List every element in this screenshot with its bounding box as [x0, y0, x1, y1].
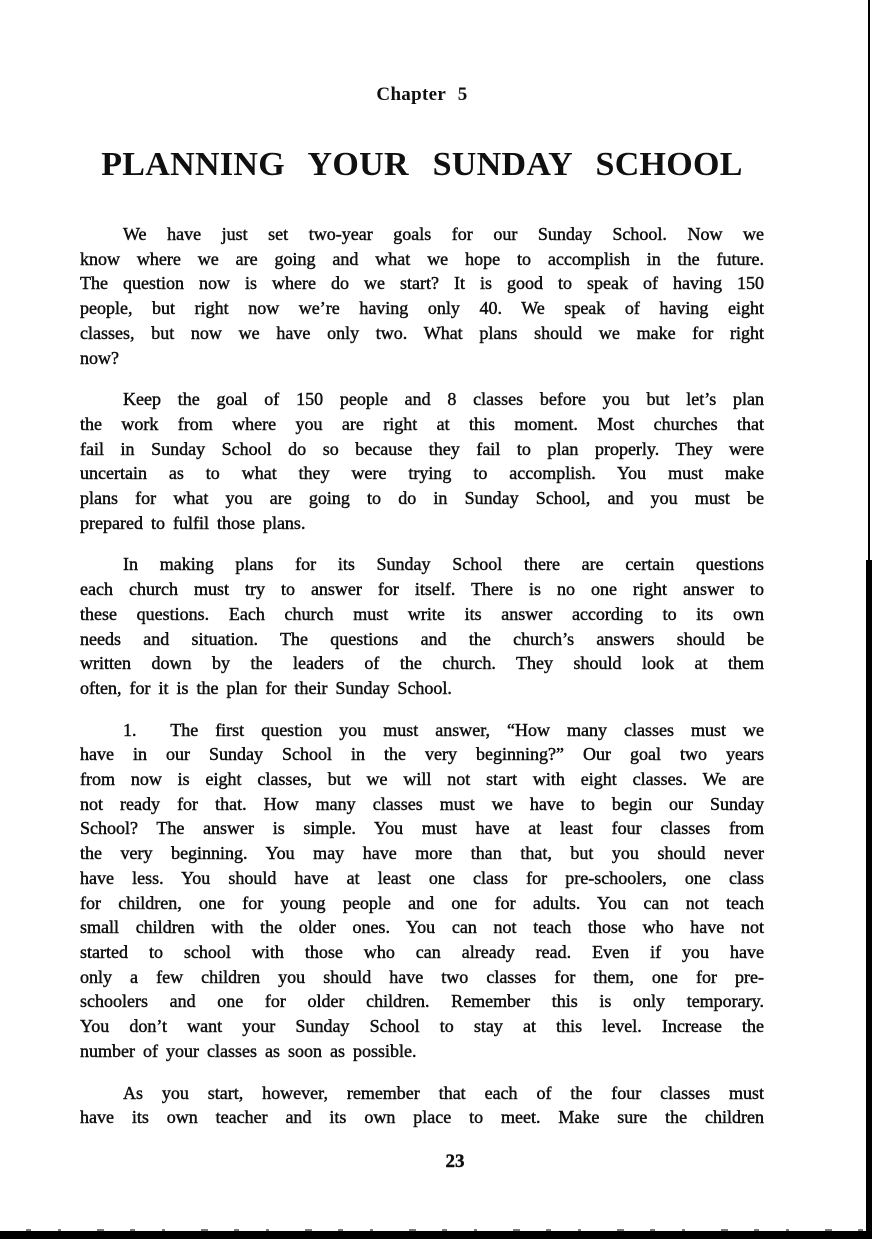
text-line: The question now is where do we start? It is good to speak of having 150 — [80, 273, 764, 294]
scan-edge-right-shadow — [866, 560, 872, 1239]
text-line: Keep the goal of 150 people and 8 classes before you but let’s plan — [123, 389, 764, 410]
text-line: have less. You should have at least one class for pre-schoolers, one class — [80, 867, 764, 888]
body-text — [80, 222, 764, 1130]
text-line: know where we are going and what we hope to accomplish in the future. — [80, 248, 764, 269]
text-line: only a few children you should have two classes for them, one for pre- — [80, 966, 764, 987]
page-content — [80, 0, 764, 1173]
text-line: fail in Sunday School do so because they fail to plan properly. They were — [80, 438, 764, 459]
text-line: for children, one for young people and one for adults. You can not teach — [80, 892, 764, 913]
text-line: each church must try to answer for itself. There is no one right answer to — [80, 579, 764, 600]
text-line: number of your classes as soon as possible. — [80, 1040, 417, 1061]
text-line: needs and situation. The questions and the church’s answers should be — [80, 628, 764, 649]
text-line: have in our Sunday School in the very beginning?” Our goal two years — [80, 744, 764, 765]
text-line: from now is eight classes, but we will not start with eight classes. We are — [80, 769, 764, 790]
text-line: schoolers and one for older children. Remember this is only temporary. — [80, 991, 764, 1012]
chapter-label: Chapter 5 — [376, 84, 468, 105]
text-line: You don’t want your Sunday School to stay at this level. Increase the — [80, 1016, 764, 1037]
paragraph — [80, 387, 764, 535]
paragraph — [80, 222, 764, 370]
text-line: School? The answer is simple. You must have at least four classes from — [80, 818, 764, 839]
text-line: started to school with those who can already read. Even if you have — [80, 941, 764, 962]
text-line: 1. The first question you must answer, “How many classes must we — [123, 719, 764, 740]
text-line: these questions. Each church must write its answer according to its own — [80, 603, 764, 624]
text-line: As you start, however, remember that each of the four classes must — [123, 1082, 764, 1103]
text-line: written down by the leaders of the church. They should look at them — [80, 653, 764, 674]
text-line: not ready for that. How many classes must we have to begin our Sunday — [80, 793, 764, 814]
text-line: prepared to fulfil those plans. — [80, 512, 306, 533]
page-number: 23 — [445, 1150, 465, 1172]
page-title: PLANNING YOUR SUNDAY SCHOOL — [101, 146, 743, 183]
text-line: We have just set two-year goals for our Sunday School. Now we — [123, 224, 764, 244]
text-line: people, but right now we’re having only 40. We speak of having eight — [80, 298, 764, 319]
text-line: small children with the older ones. You can not teach those who have not — [80, 917, 764, 938]
text-line: In making plans for its Sunday School there are certain questions — [123, 554, 764, 575]
text-line: uncertain as to what they were trying to accomplish. You must make — [80, 463, 764, 484]
text-line: often, for it is the plan for their Sunday School. — [80, 677, 452, 698]
text-line: classes, but now we have only two. What plans should we make for right — [80, 322, 764, 343]
paragraph — [80, 718, 764, 1064]
scan-edge-bottom — [0, 1231, 872, 1239]
text-line: plans for what you are going to do in Sunday School, and you must be — [80, 488, 764, 509]
paragraph — [80, 1081, 764, 1130]
text-line: have its own teacher and its own place to meet. Make sure the children — [80, 1107, 764, 1128]
paragraph — [80, 552, 764, 700]
text-line: now? — [80, 347, 119, 368]
text-line: the work from where you are right at this moment. Most churches that — [80, 413, 764, 434]
text-line: the very beginning. You may have more than that, but you should never — [80, 843, 764, 864]
